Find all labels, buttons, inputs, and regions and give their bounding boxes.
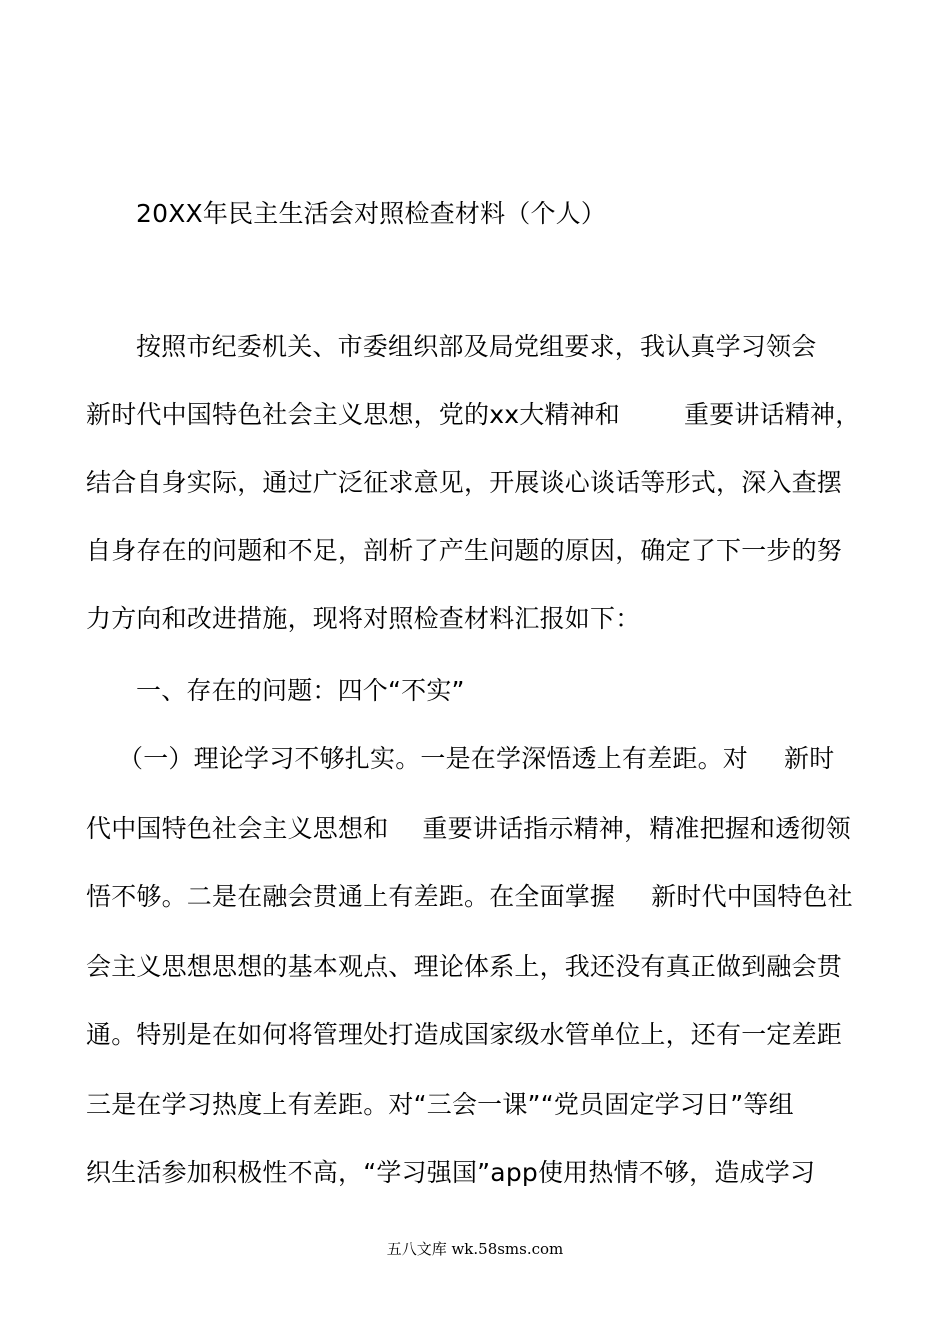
paragraph-2-line-5: 通。特别是在如何将管理处打造成国家级水管单位上，还有一定差距 [86, 1020, 843, 1049]
document-title: 20XX年民主生活会对照检查材料（个人） [136, 199, 607, 228]
footer-watermark: 五八文库 wk.58sms.com [386, 1240, 564, 1258]
paragraph-1-line-3: 结合自身实际，通过广泛征求意见，开展谈心谈话等形式，深入查摆 [86, 468, 843, 497]
paragraph-1-line-2-part-b: 重要讲话精神， [684, 400, 861, 429]
paragraph-1-line-1: 按照市纪委机关、市委组织部及局党组要求，我认真学习领会 [136, 332, 817, 361]
paragraph-2-line-2-part-b: 重要讲话指示精神，精准把握和透彻领 [422, 814, 851, 843]
paragraph-1-line-2 [86, 398, 886, 432]
paragraph-2-line-1-part-b: 新时 [784, 744, 835, 773]
paragraph-2-line-7: 织生活参加积极性不高，“学习强国”app使用热情不够，造成学习 [86, 1158, 816, 1187]
paragraph-2-line-2 [86, 812, 886, 846]
paragraph-2-line-3 [86, 880, 886, 914]
paragraph-1-line-5: 力方向和改进措施，现将对照检查材料汇报如下： [86, 604, 641, 633]
paragraph-2-line-2-part-a: 代中国特色社会主义思想和 [86, 814, 389, 843]
paragraph-1-line-2-part-a: 新时代中国特色社会主义思想，党的xx大精神和 [86, 400, 620, 429]
paragraph-2-line-6: 三是在学习热度上有差距。对“三会一课”“党员固定学习日”等组 [86, 1090, 794, 1119]
paragraph-1-line-4: 自身存在的问题和不足，剖析了产生问题的原因，确定了下一步的努 [86, 536, 843, 565]
paragraph-2-line-1-part-a: （一）理论学习不够扎实。一是在学深悟透上有差距。对 [118, 744, 749, 773]
section-1-heading: 一、存在的问题：四个“不实” [136, 676, 465, 705]
paragraph-2-line-4: 会主义思想思想的基本观点、理论体系上，我还没有真正做到融会贯 [86, 952, 843, 981]
paragraph-2-line-1 [118, 742, 918, 776]
paragraph-2-line-3-part-b: 新时代中国特色社 [651, 882, 853, 911]
paragraph-2-line-3-part-a: 悟不够。二是在融会贯通上有差距。在全面掌握 [86, 882, 616, 911]
